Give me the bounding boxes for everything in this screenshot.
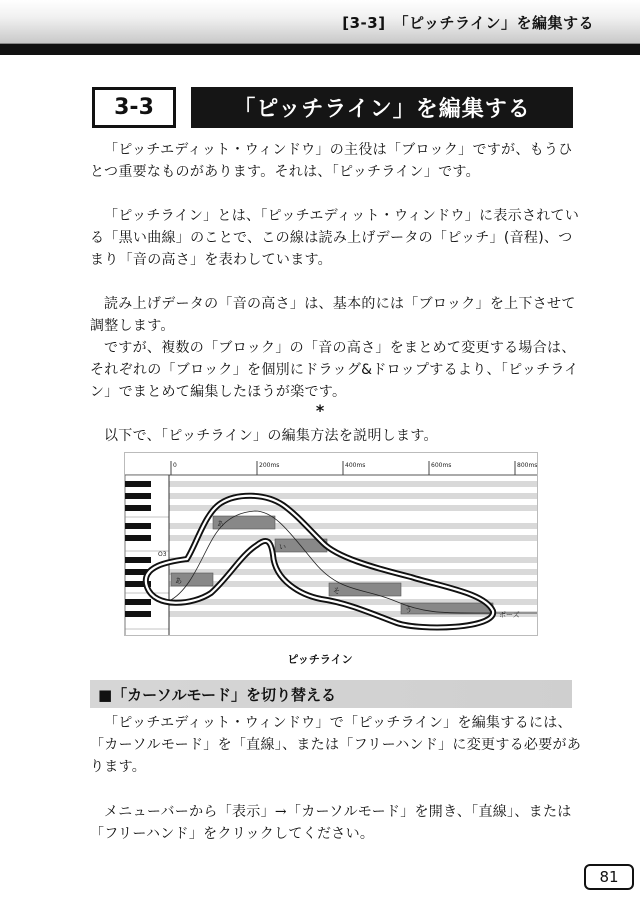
section-number: 3-3 <box>92 87 176 128</box>
pause-label: ポーズ <box>499 611 520 619</box>
subsection-paragraph-1-text: 「ピッチエディット・ウィンドウ」で「ピッチライン」を編集するには、「カーソルモード」を「直線」、または「フリーハンド」に変更する必要があります。 <box>90 715 582 775</box>
paragraph-1 <box>90 139 586 183</box>
subsection-title: ■「カーソルモード」を切り替える <box>90 680 572 708</box>
running-header <box>0 0 640 44</box>
paragraph-3b-text: ですが、複数の「ブロック」の「音の高さ」をまとめて変更する場合は、それぞれの「ブロック」を個別にドラッグ&ドロップするより、「ピッチライン」でまとめて編集したほうが楽です。 <box>90 340 579 400</box>
figure-caption: ピッチライン <box>287 653 353 666</box>
ruler-label-400: 400ms <box>345 462 366 469</box>
paragraph-4-text: 以下で、「ピッチライン」の編集方法を説明します。 <box>104 428 438 444</box>
header-rule <box>0 44 640 55</box>
ruler-label-800: 800ms <box>517 462 538 469</box>
separator-asterisk: * <box>315 401 325 420</box>
block-label-4: そ <box>333 587 340 595</box>
block-label-2: あ <box>217 520 224 528</box>
octave-label: O3 <box>158 551 167 558</box>
paragraph-3 <box>90 293 586 403</box>
paragraph-1-text: 「ピッチエディット・ウィンドウ」の主役は「ブロック」ですが、もうひとつ重要なものがあります。それは、「ピッチライン」です。 <box>90 142 573 180</box>
pitch-edit-figure <box>124 452 538 636</box>
section-title: 「ピッチライン」を編集する <box>191 87 573 128</box>
running-title: [3-3] 「ピッチライン」を編集する <box>342 14 594 32</box>
ruler-label-0: 0 <box>173 462 177 469</box>
paragraph-2-text: 「ピッチライン」とは、「ピッチエディット・ウィンドウ」に表示されている「黒い曲線」のことで、この線は読み上げデータの「ピッチ」(音程)、つまり「音の高さ」を表わしています。 <box>90 208 580 268</box>
pitch-edit-illustration <box>125 453 538 636</box>
paragraph-3a-text: 読み上げデータの「音の高さ」は、基本的には「ブロック」を上下させて調整します。 <box>90 296 576 334</box>
ruler-label-200: 200ms <box>259 462 280 469</box>
page-number: 81 <box>584 864 634 890</box>
subsection-paragraph-2-text: メニューバーから「表示」→「カーソルモード」を開き、「直線」、または「フリーハンド」をクリックしてください。 <box>90 804 572 842</box>
subsection-paragraph-1 <box>90 712 586 778</box>
block-label-1: あ <box>175 577 182 585</box>
ruler-label-600: 600ms <box>431 462 452 469</box>
paragraph-4 <box>90 425 586 447</box>
subsection-paragraph-2 <box>90 801 586 845</box>
paragraph-2 <box>90 205 586 271</box>
block-label-3: い <box>279 543 286 551</box>
block-label-5: う <box>405 606 412 614</box>
